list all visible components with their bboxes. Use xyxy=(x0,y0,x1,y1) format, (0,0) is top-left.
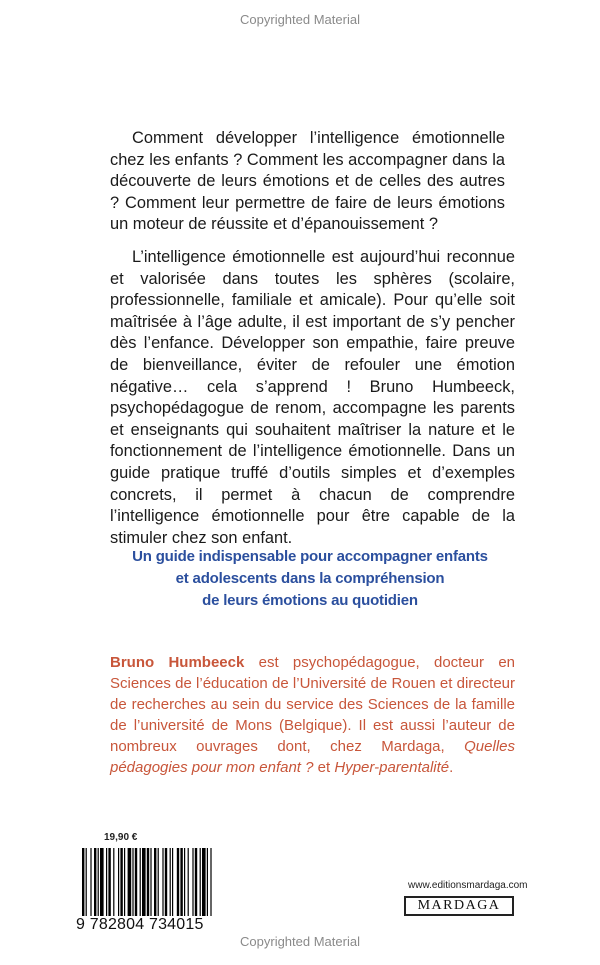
barcode-bar xyxy=(100,848,104,916)
barcode-bar xyxy=(113,848,114,916)
barcode-bar xyxy=(90,848,91,916)
barcode-bar xyxy=(207,848,208,916)
barcode-bar xyxy=(172,848,173,916)
author-bio-text: est psychopédagogue, docteur en Sciences de l’éducation de l’Université de Rouen et directeur de recherches au sein du service des Sciences de la famille de l’université de Mons (Belgique). Il est aussi l’auteur de nombreux ouvrages dont, chez Mardaga, xyxy=(110,654,515,755)
publisher-logo: MARDAGA xyxy=(404,896,514,916)
tagline-line-2: et adolescents dans la compréhension xyxy=(175,570,445,587)
barcode-bar xyxy=(142,848,146,916)
copyright-watermark-bottom: Copyrighted Material xyxy=(240,934,360,949)
tagline-line-1: Un guide indispensable pour accompagner enfants xyxy=(132,548,488,565)
author-bio-end: . xyxy=(449,759,454,776)
barcode-bar xyxy=(177,848,179,916)
barcode-bar xyxy=(184,848,185,916)
isbn-number: 9 782804 734015 xyxy=(76,916,204,933)
barcode-bar xyxy=(188,848,189,916)
barcode-bar xyxy=(98,848,99,916)
tagline-line-3: de leurs émotions au quotidien xyxy=(202,592,418,609)
intro-paragraph: Comment développer l’intelligence émotionnelle chez les enfants ? Comment les accompagner dans la découverte de leurs émotions et de celles des autres ? Comment leur permettre de faire de leurs émotions un moteur de réussite et d’épanouissement ? xyxy=(110,129,505,234)
barcode-bar xyxy=(165,848,167,916)
barcode-bar xyxy=(150,848,151,916)
book-title-2: Hyper-parentalité xyxy=(334,759,450,776)
author-name: Bruno Humbeeck xyxy=(110,654,245,671)
barcode-bar xyxy=(108,848,110,916)
author-bio-connector: et xyxy=(313,759,335,776)
barcode-bar xyxy=(140,848,141,916)
barcode-bar xyxy=(180,848,182,916)
barcode-bar xyxy=(200,848,201,916)
book-title-1: Quelles pédagogies pour mon enfant ? xyxy=(110,738,515,776)
barcode-bar xyxy=(86,848,87,916)
barcode-bar xyxy=(195,848,197,916)
barcode-bar xyxy=(154,848,156,916)
author-bio xyxy=(110,652,515,778)
barcode-bar xyxy=(82,848,84,916)
barcode-bar xyxy=(135,848,137,916)
barcode-bar xyxy=(132,848,133,916)
price-label: 19,90 € xyxy=(104,832,138,843)
copyright-watermark-top: Copyrighted Material xyxy=(240,12,360,27)
tagline xyxy=(100,546,520,612)
barcode-bar xyxy=(128,848,132,916)
barcode xyxy=(82,848,252,916)
barcode-bar xyxy=(124,848,125,916)
barcode-bar xyxy=(106,848,107,916)
barcode-bar xyxy=(192,848,193,916)
description-paragraph: L’intelligence émotionnelle est aujourd’hui reconnue et valorisée dans toutes les sphères (scolaire, professionnelle, familiale et amicale). Pour qu’elle soit maîtrisée à l’âge adulte, il est important de s’y pencher dès l’enfance. Développer son empathie, faire preuve de bienveillance, éviter de refouler une émotion négative… cela s’apprend ! Bruno Humbeeck, psychopédagogue de renom, accompagne les parents et enseignants qui souhaitent maîtriser la nature et le fonctionnement de l’intelligence émotionnelle. Dans un guide pratique truffé d’outils simples et d’exemples concrets, il permet à chacun de comprendre l’intelligence émotionnelle pour être capable de la stimuler chez son enfant. xyxy=(110,248,515,547)
publisher-website: www.editionsmardaga.com xyxy=(408,880,528,891)
barcode-bar xyxy=(162,848,163,916)
barcode-bar xyxy=(147,848,149,916)
barcode-bar xyxy=(170,848,171,916)
barcode-bar xyxy=(120,848,122,916)
barcode-bar xyxy=(94,848,96,916)
barcode-bar xyxy=(202,848,206,916)
barcode-bar xyxy=(118,848,119,916)
barcode-bar xyxy=(158,848,159,916)
barcode-bar xyxy=(210,848,211,916)
